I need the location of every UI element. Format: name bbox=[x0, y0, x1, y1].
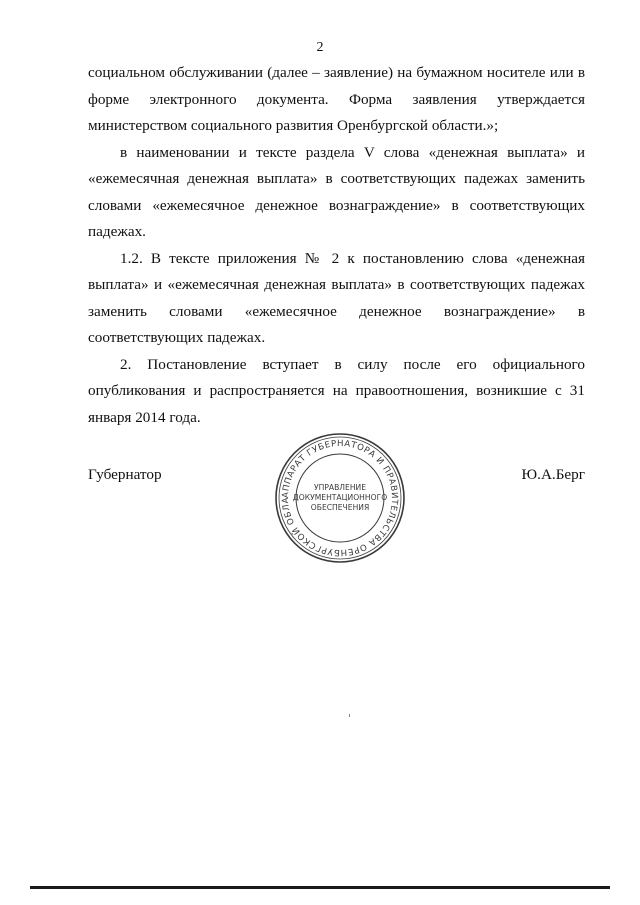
paragraph-section-v-amendment: в наименовании и тексте раздела V слова «денежная выплата» и «ежемесячная денежная выплата» в соответствующих падежах заменить словами «ежемесячное денежное вознаграждение» в соответствующих падежах. bbox=[88, 143, 585, 240]
document-body bbox=[88, 60, 585, 431]
scan-speck bbox=[349, 714, 350, 717]
signatory-name: Ю.А.Берг bbox=[521, 466, 585, 483]
page-bottom-border bbox=[30, 886, 610, 889]
signatory-title: Губернатор bbox=[88, 466, 162, 483]
paragraph-effective-date: 2. Постановление вступает в силу после его официального опубликования и распространяется на правоотношения, возникшие с 31 января 2014 года. bbox=[88, 355, 585, 426]
paragraph-appendix-2-amendment: 1.2. В тексте приложения № 2 к постановлению слова «денежная выплата» и «ежемесячная денежная выплата» в соответствующих падежах заменить словами «ежемесячное денежное вознаграждение» в соответствующих падежах. bbox=[88, 249, 585, 346]
svg-text:УПРАВЛЕНИЕ: УПРАВЛЕНИЕ bbox=[313, 483, 367, 492]
page-number: 2 bbox=[316, 40, 324, 55]
paragraph-continuation: социальном обслуживании (далее – заявление) на бумажном носителе или в форме электронного документа. Форма заявления утверждается министерством социального развития Оренбургской области.»; bbox=[88, 64, 585, 134]
svg-text:АППАРАТ ГУБЕРНАТОРА И ПРАВИТЕЛ: АППАРАТ ГУБЕРНАТОРА И ПРАВИТЕЛЬСТВА ОРЕНБУРГСКОЙ ОБЛА bbox=[280, 438, 400, 558]
svg-text:ОБЕСПЕЧЕНИЯ: ОБЕСПЕЧЕНИЯ bbox=[310, 503, 370, 512]
official-seal bbox=[270, 428, 410, 568]
svg-text:ДОКУМЕНТАЦИОННОГО: ДОКУМЕНТАЦИОННОГО bbox=[292, 493, 388, 502]
